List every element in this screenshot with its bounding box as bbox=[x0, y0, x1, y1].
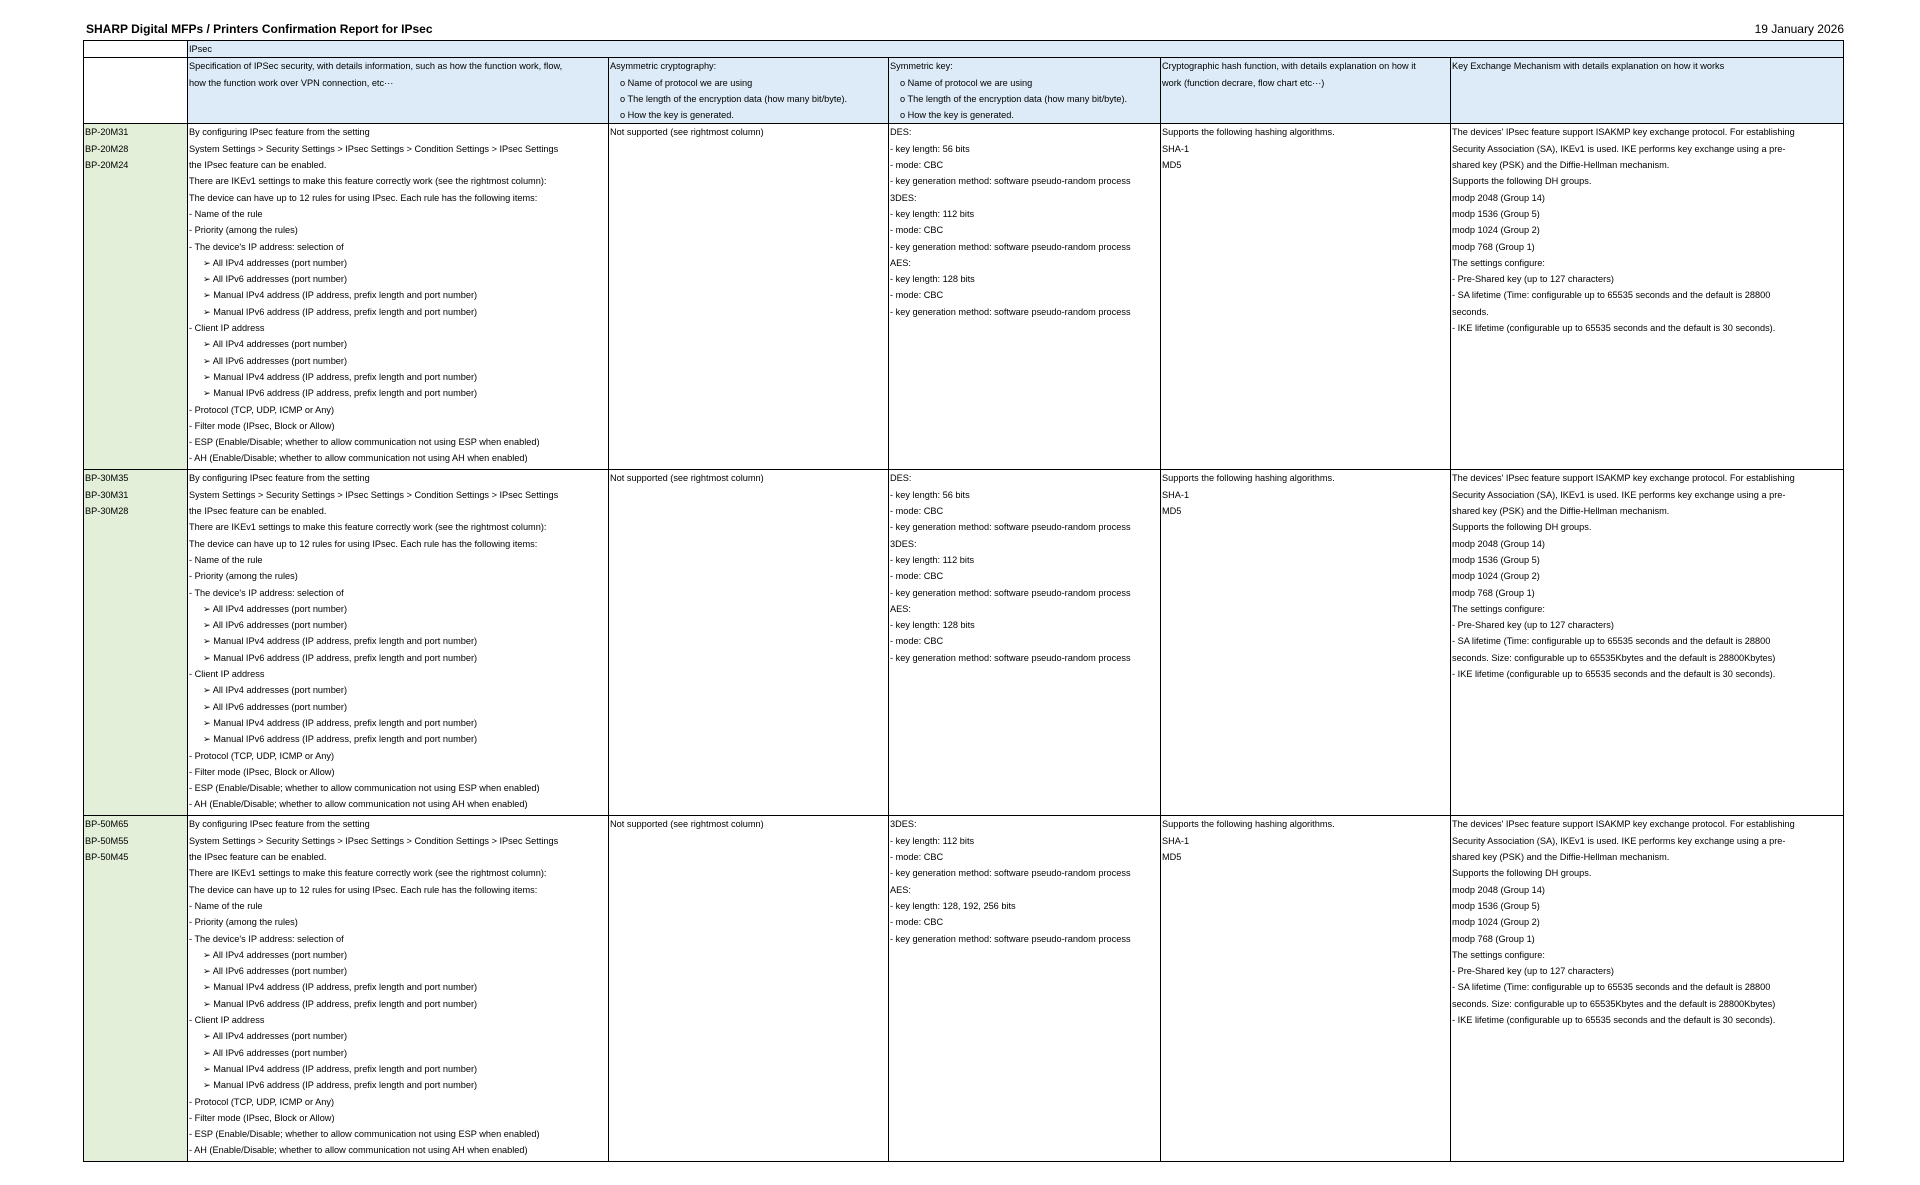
table-row bbox=[84, 124, 1844, 470]
cell-line: ➢ Manual IPv4 address (IP address, prefix length and port number) bbox=[203, 371, 478, 382]
cell-line: - mode: CBC bbox=[890, 290, 944, 301]
cell-line: MD5 bbox=[1162, 852, 1182, 863]
cell-line: ➢ All IPv4 addresses (port number) bbox=[203, 1031, 348, 1042]
model-cell bbox=[84, 816, 188, 1162]
cell-line: Security Association (SA), IKEv1 is used. IKE performs key exchange using a pre- bbox=[1452, 489, 1786, 500]
cell-line: The device can have up to 12 rules for using IPsec. Each rule has the following items: bbox=[189, 538, 538, 549]
cell-line: ➢ All IPv6 addresses (port number) bbox=[203, 1047, 348, 1058]
cell-line: - mode: CBC bbox=[890, 506, 944, 517]
cell-line: - Protocol (TCP, UDP, ICMP or Any) bbox=[189, 404, 334, 415]
cell-line: There are IKEv1 settings to make this feature correctly work (see the rightmost column): bbox=[189, 868, 547, 879]
cell-line: - AH (Enable/Disable; whether to allow communication not using AH when enabled) bbox=[189, 453, 528, 464]
header-line: how the function work over VPN connection, etc··· bbox=[189, 77, 394, 88]
corner-cell bbox=[84, 41, 188, 58]
hash-cell bbox=[1161, 124, 1451, 470]
cell-line: Not supported (see rightmost column) bbox=[610, 819, 764, 830]
hash-cell bbox=[1161, 470, 1451, 816]
cell-line: The device can have up to 12 rules for using IPsec. Each rule has the following items: bbox=[189, 192, 538, 203]
cell-line: DES: bbox=[890, 127, 912, 138]
cell-line: - Protocol (TCP, UDP, ICMP or Any) bbox=[189, 1096, 334, 1107]
report-title: SHARP Digital MFPs / Printers Confirmation Report for IPsec bbox=[86, 22, 433, 36]
cell-line: Supports the following DH groups. bbox=[1452, 176, 1592, 187]
cell-line: the IPsec feature can be enabled. bbox=[189, 852, 327, 863]
header-line: work (function decrare, flow chart etc···) bbox=[1162, 77, 1325, 88]
cell-line: ➢ All IPv6 addresses (port number) bbox=[203, 274, 348, 285]
cell-line: Not supported (see rightmost column) bbox=[610, 473, 764, 484]
cell-line: There are IKEv1 settings to make this feature correctly work (see the rightmost column): bbox=[189, 522, 547, 533]
asymmetric-cell bbox=[609, 124, 889, 470]
cell-line: ➢ All IPv6 addresses (port number) bbox=[203, 620, 348, 631]
model-cell bbox=[84, 124, 188, 470]
cell-line: - Client IP address bbox=[189, 323, 265, 334]
cell-line: - Name of the rule bbox=[189, 554, 263, 565]
model-name: BP-20M31 bbox=[85, 127, 129, 138]
header-spec bbox=[188, 58, 609, 124]
cell-line: - IKE lifetime (configurable up to 65535 seconds and the default is 30 seconds). bbox=[1452, 1015, 1776, 1026]
header-symmetric bbox=[889, 58, 1161, 124]
spec-cell bbox=[188, 470, 609, 816]
cell-line: Security Association (SA), IKEv1 is used. IKE performs key exchange using a pre- bbox=[1452, 835, 1786, 846]
key-exchange-cell bbox=[1451, 470, 1844, 816]
cell-line: By configuring IPsec feature from the setting bbox=[189, 819, 370, 830]
cell-line: ➢ Manual IPv4 address (IP address, prefix length and port number) bbox=[203, 1063, 478, 1074]
cell-line: - key generation method: software pseudo-random process bbox=[890, 241, 1131, 252]
cell-line: The devices' IPsec feature support ISAKMP key exchange protocol. For establishing bbox=[1452, 819, 1795, 830]
cell-line: shared key (PSK) and the Diffie-Hellman mechanism. bbox=[1452, 160, 1670, 171]
cell-line: - ESP (Enable/Disable; whether to allow communication not using ESP when enabled) bbox=[189, 1129, 540, 1140]
table-row bbox=[84, 816, 1844, 1162]
corner-cell bbox=[84, 58, 188, 124]
cell-line: modp 2048 (Group 14) bbox=[1452, 538, 1545, 549]
cell-line: ➢ Manual IPv6 address (IP address, prefix length and port number) bbox=[203, 734, 478, 745]
cell-line: - Client IP address bbox=[189, 669, 265, 680]
header-line: Specification of IPSec security, with details information, such as how the function work, flow, bbox=[189, 61, 563, 72]
header-line: o The length of the encryption data (how many bit/byte). bbox=[620, 93, 848, 104]
cell-line: ➢ All IPv6 addresses (port number) bbox=[203, 966, 348, 977]
cell-line: - key length: 128 bits bbox=[890, 274, 975, 285]
group-label-cell bbox=[188, 41, 1844, 58]
asymmetric-cell bbox=[609, 470, 889, 816]
model-name: BP-20M28 bbox=[85, 143, 129, 154]
cell-line: - key generation method: software pseudo-random process bbox=[890, 176, 1131, 187]
cell-line: 3DES: bbox=[890, 819, 917, 830]
asymmetric-cell bbox=[609, 816, 889, 1162]
cell-line: Not supported (see rightmost column) bbox=[610, 127, 764, 138]
model-name: BP-30M28 bbox=[85, 506, 129, 517]
cell-line: - key length: 112 bits bbox=[890, 554, 975, 565]
cell-line: - The device's IP address: selection of bbox=[189, 587, 344, 598]
cell-line: - key length: 112 bits bbox=[890, 208, 975, 219]
cell-line: - mode: CBC bbox=[890, 225, 944, 236]
cell-line: - mode: CBC bbox=[890, 636, 944, 647]
cell-line: 3DES: bbox=[890, 538, 917, 549]
cell-line: ➢ All IPv4 addresses (port number) bbox=[203, 603, 348, 614]
model-name: BP-50M65 bbox=[85, 819, 129, 830]
cell-line: MD5 bbox=[1162, 160, 1182, 171]
cell-line: MD5 bbox=[1162, 506, 1182, 517]
symmetric-cell bbox=[889, 470, 1161, 816]
model-name: BP-30M35 bbox=[85, 473, 129, 484]
cell-line: 3DES: bbox=[890, 192, 917, 203]
cell-line: - Protocol (TCP, UDP, ICMP or Any) bbox=[189, 750, 334, 761]
cell-line: - Name of the rule bbox=[189, 900, 263, 911]
cell-line: - mode: CBC bbox=[890, 571, 944, 582]
header-line: Key Exchange Mechanism with details explanation on how it works bbox=[1452, 61, 1725, 72]
cell-line: AES: bbox=[890, 884, 911, 895]
header-line: Symmetric key: bbox=[890, 61, 953, 72]
cell-line: modp 1024 (Group 2) bbox=[1452, 225, 1540, 236]
cell-line: System Settings > Security Settings > IPsec Settings > Condition Settings > IPsec Settings bbox=[189, 835, 559, 846]
cell-line: the IPsec feature can be enabled. bbox=[189, 160, 327, 171]
cell-line: - key generation method: software pseudo-random process bbox=[890, 868, 1131, 879]
cell-line: ➢ Manual IPv6 address (IP address, prefix length and port number) bbox=[203, 388, 478, 399]
cell-line: - Priority (among the rules) bbox=[189, 917, 298, 928]
cell-line: - Pre-Shared key (up to 127 characters) bbox=[1452, 620, 1614, 631]
header-key-exchange bbox=[1451, 58, 1844, 124]
cell-line: modp 1024 (Group 2) bbox=[1452, 917, 1540, 928]
cell-line: - Priority (among the rules) bbox=[189, 571, 298, 582]
cell-line: ➢ Manual IPv4 address (IP address, prefix length and port number) bbox=[203, 290, 478, 301]
cell-line: - key generation method: software pseudo-random process bbox=[890, 587, 1131, 598]
cell-line: - AH (Enable/Disable; whether to allow communication not using AH when enabled) bbox=[189, 799, 528, 810]
key-exchange-cell bbox=[1451, 816, 1844, 1162]
cell-line: - key length: 56 bits bbox=[890, 489, 970, 500]
cell-line: modp 768 (Group 1) bbox=[1452, 933, 1535, 944]
cell-line: - ESP (Enable/Disable; whether to allow communication not using ESP when enabled) bbox=[189, 783, 540, 794]
cell-line: - IKE lifetime (configurable up to 65535 seconds and the default is 30 seconds). bbox=[1452, 669, 1776, 680]
cell-line: - key length: 128 bits bbox=[890, 620, 975, 631]
cell-line: Supports the following hashing algorithms. bbox=[1162, 819, 1335, 830]
model-cell bbox=[84, 470, 188, 816]
cell-line: AES: bbox=[890, 257, 911, 268]
group-label: IPsec bbox=[189, 44, 212, 54]
cell-line: Supports the following DH groups. bbox=[1452, 868, 1592, 879]
cell-line: The settings configure: bbox=[1452, 603, 1545, 614]
cell-line: Supports the following DH groups. bbox=[1452, 522, 1592, 533]
cell-line: - key length: 128, 192, 256 bits bbox=[890, 900, 1016, 911]
cell-line: Supports the following hashing algorithms. bbox=[1162, 473, 1335, 484]
cell-line: System Settings > Security Settings > IPsec Settings > Condition Settings > IPsec Settings bbox=[189, 489, 559, 500]
cell-line: ➢ All IPv4 addresses (port number) bbox=[203, 257, 348, 268]
cell-line: - mode: CBC bbox=[890, 852, 944, 863]
cell-line: - Filter mode (IPsec, Block or Allow) bbox=[189, 420, 335, 431]
cell-line: ➢ Manual IPv6 address (IP address, prefix length and port number) bbox=[203, 1080, 478, 1091]
header-line: Asymmetric cryptography: bbox=[610, 61, 717, 72]
cell-line: - Pre-Shared key (up to 127 characters) bbox=[1452, 274, 1614, 285]
header-line: o Name of protocol we are using bbox=[620, 77, 753, 88]
cell-line: - mode: CBC bbox=[890, 917, 944, 928]
header-hash bbox=[1161, 58, 1451, 124]
table-body bbox=[84, 41, 1844, 1162]
hash-cell bbox=[1161, 816, 1451, 1162]
cell-line: - Filter mode (IPsec, Block or Allow) bbox=[189, 766, 335, 777]
cell-line: - key length: 56 bits bbox=[890, 143, 970, 154]
cell-line: The device can have up to 12 rules for using IPsec. Each rule has the following items: bbox=[189, 884, 538, 895]
model-name: BP-50M45 bbox=[85, 852, 129, 863]
cell-line: - SA lifetime (Time: configurable up to 65535 seconds and the default is 28800 bbox=[1452, 290, 1771, 301]
cell-line: ➢ All IPv4 addresses (port number) bbox=[203, 339, 348, 350]
cell-line: Security Association (SA), IKEv1 is used. IKE performs key exchange using a pre- bbox=[1452, 143, 1786, 154]
cell-line: The settings configure: bbox=[1452, 257, 1545, 268]
cell-line: ➢ Manual IPv6 address (IP address, prefix length and port number) bbox=[203, 306, 478, 317]
cell-line: - Priority (among the rules) bbox=[189, 225, 298, 236]
cell-line: seconds. Size: configurable up to 65535Kbytes and the default is 28800Kbytes) bbox=[1452, 652, 1776, 663]
model-name: BP-20M24 bbox=[85, 160, 129, 171]
cell-line: There are IKEv1 settings to make this feature correctly work (see the rightmost column): bbox=[189, 176, 547, 187]
cell-line: - key generation method: software pseudo-random process bbox=[890, 933, 1131, 944]
cell-line: - The device's IP address: selection of bbox=[189, 241, 344, 252]
cell-line: - SA lifetime (Time: configurable up to 65535 seconds and the default is 28800 bbox=[1452, 982, 1771, 993]
symmetric-cell bbox=[889, 124, 1161, 470]
cell-line: ➢ Manual IPv4 address (IP address, prefix length and port number) bbox=[203, 636, 478, 647]
cell-line: AES: bbox=[890, 603, 911, 614]
cell-line: modp 2048 (Group 14) bbox=[1452, 884, 1545, 895]
cell-line: - ESP (Enable/Disable; whether to allow communication not using ESP when enabled) bbox=[189, 437, 540, 448]
cell-line: shared key (PSK) and the Diffie-Hellman mechanism. bbox=[1452, 852, 1670, 863]
cell-line: ➢ All IPv4 addresses (port number) bbox=[203, 685, 348, 696]
cell-line: seconds. Size: configurable up to 65535Kbytes and the default is 28800Kbytes) bbox=[1452, 998, 1776, 1009]
cell-line: The settings configure: bbox=[1452, 949, 1545, 960]
cell-line: SHA-1 bbox=[1162, 143, 1190, 154]
cell-line: modp 768 (Group 1) bbox=[1452, 241, 1535, 252]
ipsec-report-table bbox=[83, 40, 1844, 1162]
cell-line: ➢ All IPv6 addresses (port number) bbox=[203, 355, 348, 366]
cell-line: modp 768 (Group 1) bbox=[1452, 587, 1535, 598]
header-line: Cryptographic hash function, with details explanation on how it bbox=[1162, 61, 1416, 72]
header-asymmetric bbox=[609, 58, 889, 124]
cell-line: ➢ Manual IPv4 address (IP address, prefix length and port number) bbox=[203, 982, 478, 993]
cell-line: ➢ Manual IPv6 address (IP address, prefix length and port number) bbox=[203, 652, 478, 663]
cell-line: The devices' IPsec feature support ISAKMP key exchange protocol. For establishing bbox=[1452, 127, 1795, 138]
cell-line: modp 1024 (Group 2) bbox=[1452, 571, 1540, 582]
cell-line: By configuring IPsec feature from the setting bbox=[189, 473, 370, 484]
model-name: BP-50M55 bbox=[85, 835, 129, 846]
cell-line: seconds. bbox=[1452, 306, 1489, 317]
spec-cell bbox=[188, 816, 609, 1162]
header-line: o How the key is generated. bbox=[620, 110, 734, 121]
cell-line: - mode: CBC bbox=[890, 160, 944, 171]
cell-line: The devices' IPsec feature support ISAKMP key exchange protocol. For establishing bbox=[1452, 473, 1795, 484]
cell-line: ➢ Manual IPv6 address (IP address, prefix length and port number) bbox=[203, 998, 478, 1009]
cell-line: - key generation method: software pseudo-random process bbox=[890, 652, 1131, 663]
cell-line: By configuring IPsec feature from the setting bbox=[189, 127, 370, 138]
cell-line: ➢ Manual IPv4 address (IP address, prefix length and port number) bbox=[203, 717, 478, 728]
cell-line: - AH (Enable/Disable; whether to allow communication not using AH when enabled) bbox=[189, 1145, 528, 1156]
cell-line: modp 1536 (Group 5) bbox=[1452, 900, 1540, 911]
cell-line: - Pre-Shared key (up to 127 characters) bbox=[1452, 966, 1614, 977]
cell-line: modp 2048 (Group 14) bbox=[1452, 192, 1545, 203]
report-date: 19 January 2026 bbox=[1754, 22, 1844, 36]
model-name: BP-30M31 bbox=[85, 489, 129, 500]
header-line: o The length of the encryption data (how many bit/byte). bbox=[900, 93, 1128, 104]
cell-line: DES: bbox=[890, 473, 912, 484]
cell-line: SHA-1 bbox=[1162, 489, 1190, 500]
cell-line: System Settings > Security Settings > IPsec Settings > Condition Settings > IPsec Settings bbox=[189, 143, 559, 154]
group-header-row bbox=[84, 41, 1844, 58]
cell-line: SHA-1 bbox=[1162, 835, 1190, 846]
cell-line: modp 1536 (Group 5) bbox=[1452, 208, 1540, 219]
cell-line: ➢ All IPv6 addresses (port number) bbox=[203, 701, 348, 712]
cell-line: modp 1536 (Group 5) bbox=[1452, 554, 1540, 565]
cell-line: Supports the following hashing algorithms. bbox=[1162, 127, 1335, 138]
cell-line: - SA lifetime (Time: configurable up to 65535 seconds and the default is 28800 bbox=[1452, 636, 1771, 647]
cell-line: - Client IP address bbox=[189, 1015, 265, 1026]
cell-line: the IPsec feature can be enabled. bbox=[189, 506, 327, 517]
cell-line: - Name of the rule bbox=[189, 208, 263, 219]
key-exchange-cell bbox=[1451, 124, 1844, 470]
cell-line: - key generation method: software pseudo-random process bbox=[890, 306, 1131, 317]
table-row bbox=[84, 470, 1844, 816]
header-line: o Name of protocol we are using bbox=[900, 77, 1033, 88]
cell-line: - key length: 112 bits bbox=[890, 835, 975, 846]
cell-line: - Filter mode (IPsec, Block or Allow) bbox=[189, 1112, 335, 1123]
cell-line: shared key (PSK) and the Diffie-Hellman mechanism. bbox=[1452, 506, 1670, 517]
cell-line: - IKE lifetime (configurable up to 65535 seconds and the default is 30 seconds). bbox=[1452, 323, 1776, 334]
column-header-row bbox=[84, 58, 1844, 124]
cell-line: - The device's IP address: selection of bbox=[189, 933, 344, 944]
symmetric-cell bbox=[889, 816, 1161, 1162]
cell-line: ➢ All IPv4 addresses (port number) bbox=[203, 949, 348, 960]
spec-cell bbox=[188, 124, 609, 470]
header-line: o How the key is generated. bbox=[900, 110, 1014, 121]
cell-line: - key generation method: software pseudo-random process bbox=[890, 522, 1131, 533]
